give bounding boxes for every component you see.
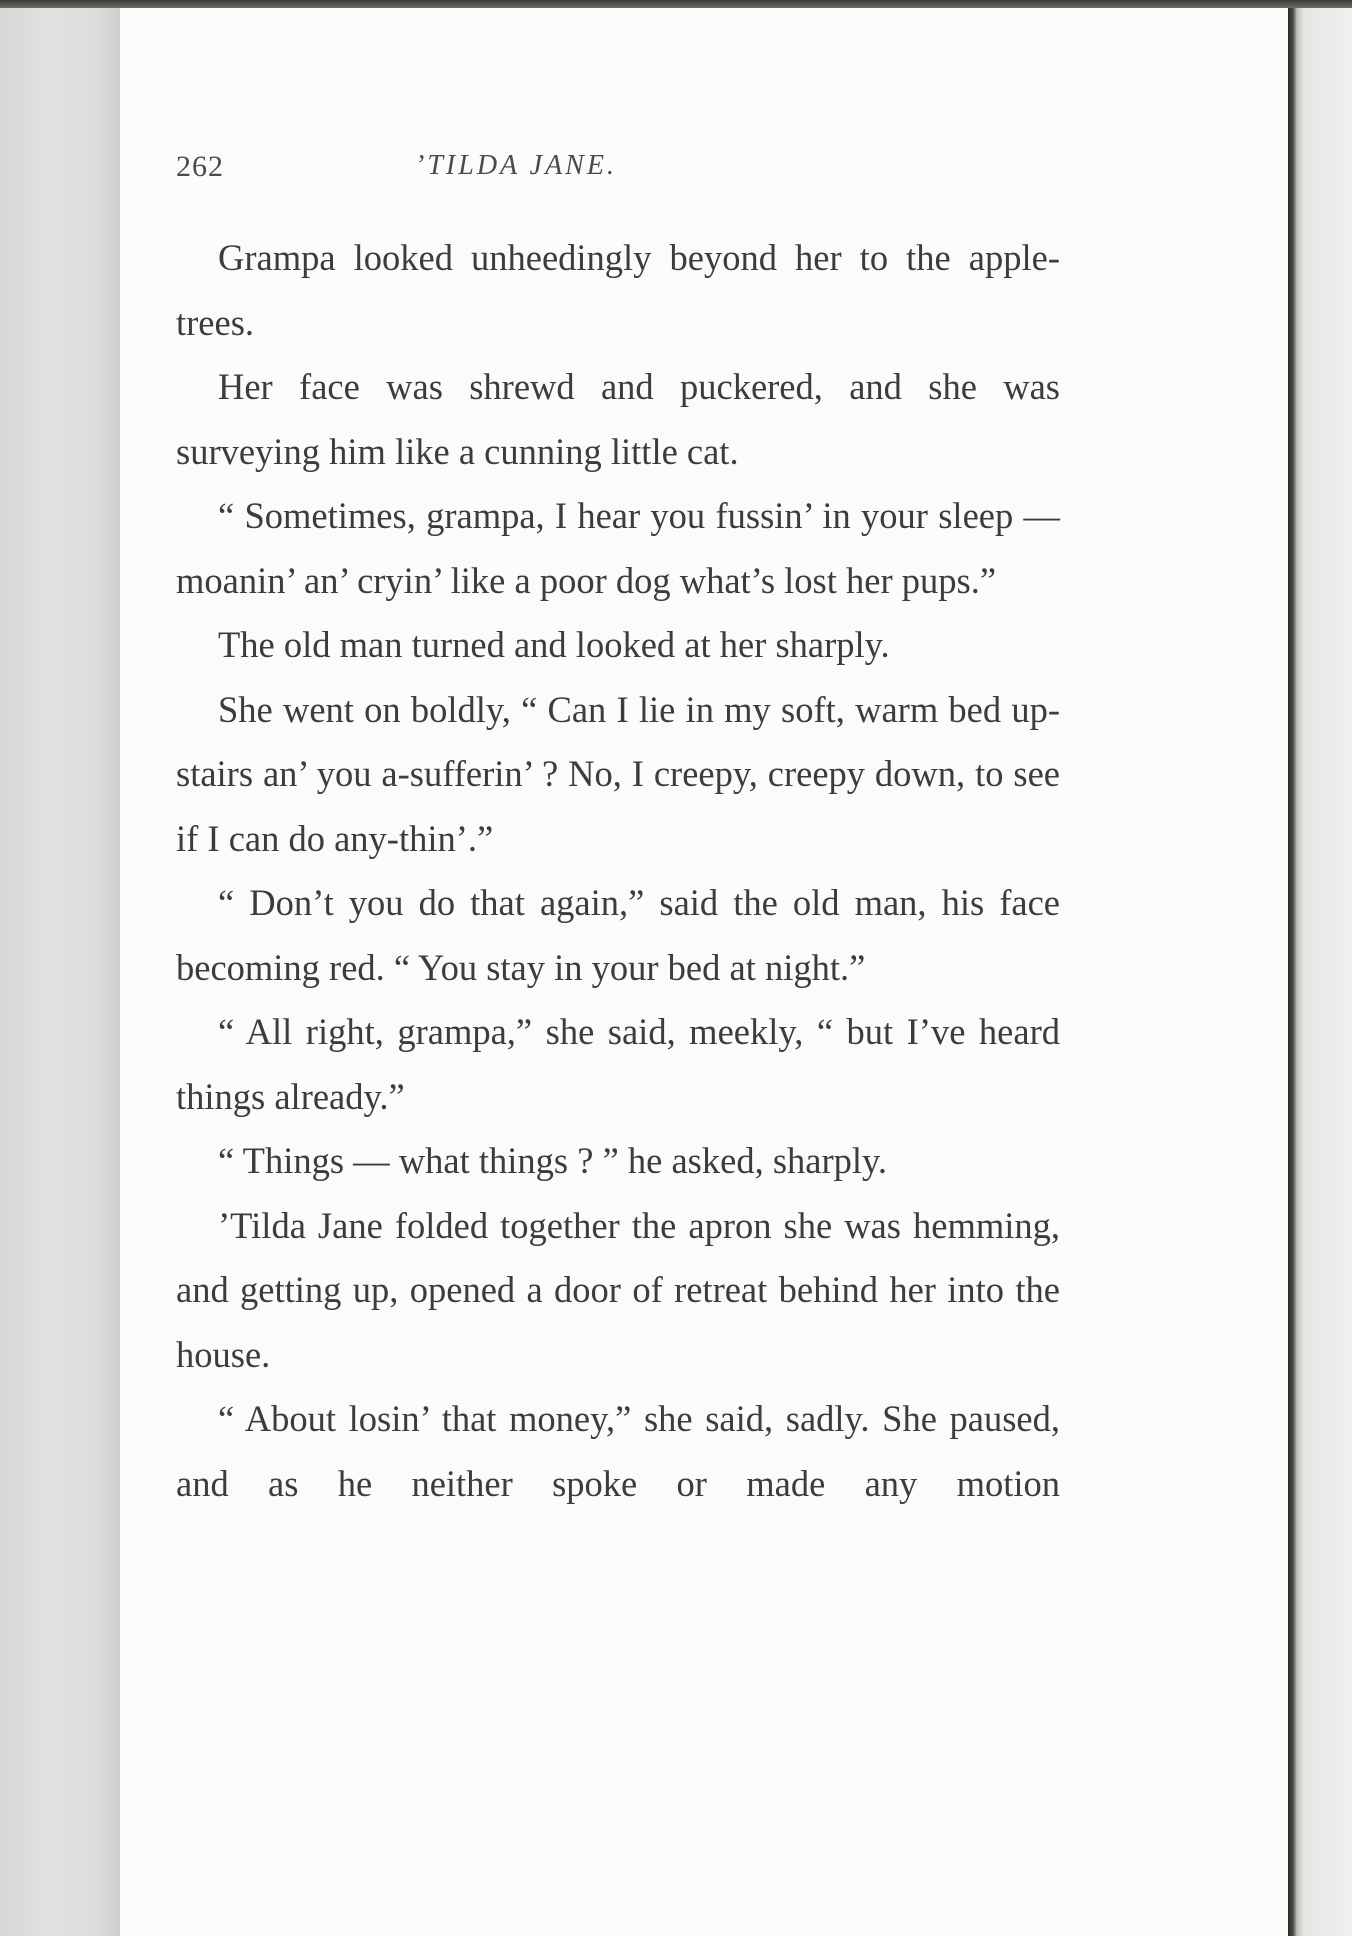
paragraph: Grampa looked unheedingly beyond her to the apple-trees. [176,237,1060,343]
paragraph: She went on boldly, “ Can I lie in my soft, warm bed up-stairs an’ you a-sufferin’ ? No, I creepy, creepy down, to see if I can do any-thin’.” [176,688,1060,859]
paragraph: Her face was shrewd and puckered, and she was surveying him like a cunning little cat. [176,366,1060,472]
paragraph: “ All right, grampa,” she said, meekly, “ but I’ve heard things already.” [176,1011,1060,1117]
page-number: 262 [176,150,224,183]
running-head [176,150,856,210]
paragraph: “ Don’t you do that again,” said the old man, his face becoming red. “ You stay in your bed at night.” [176,882,1060,988]
paragraph-continues: “ About losin’ that money,” she said, sadly. She paused, and as he neither spoke or made any motion [176,1398,1060,1504]
paragraph: “ Sometimes, grampa, I hear you fussin’ in your sleep — moanin’ an’ cryin’ like a poor dog what’s lost her pups.” [176,495,1060,601]
book-top-edge [0,0,1352,8]
book-spine-edge [1288,8,1352,1936]
body-text [176,226,1060,1516]
running-title: ’TILDA JANE. [415,150,617,181]
paragraph: “ Things — what things ? ” he asked, sharply. [218,1140,888,1181]
book-left-edge [0,8,120,1936]
paragraph: The old man turned and looked at her sharply. [218,624,890,665]
paragraph: ’Tilda Jane folded together the apron she was hemming, and getting up, opened a door of retreat behind her into the house. [176,1204,1060,1375]
